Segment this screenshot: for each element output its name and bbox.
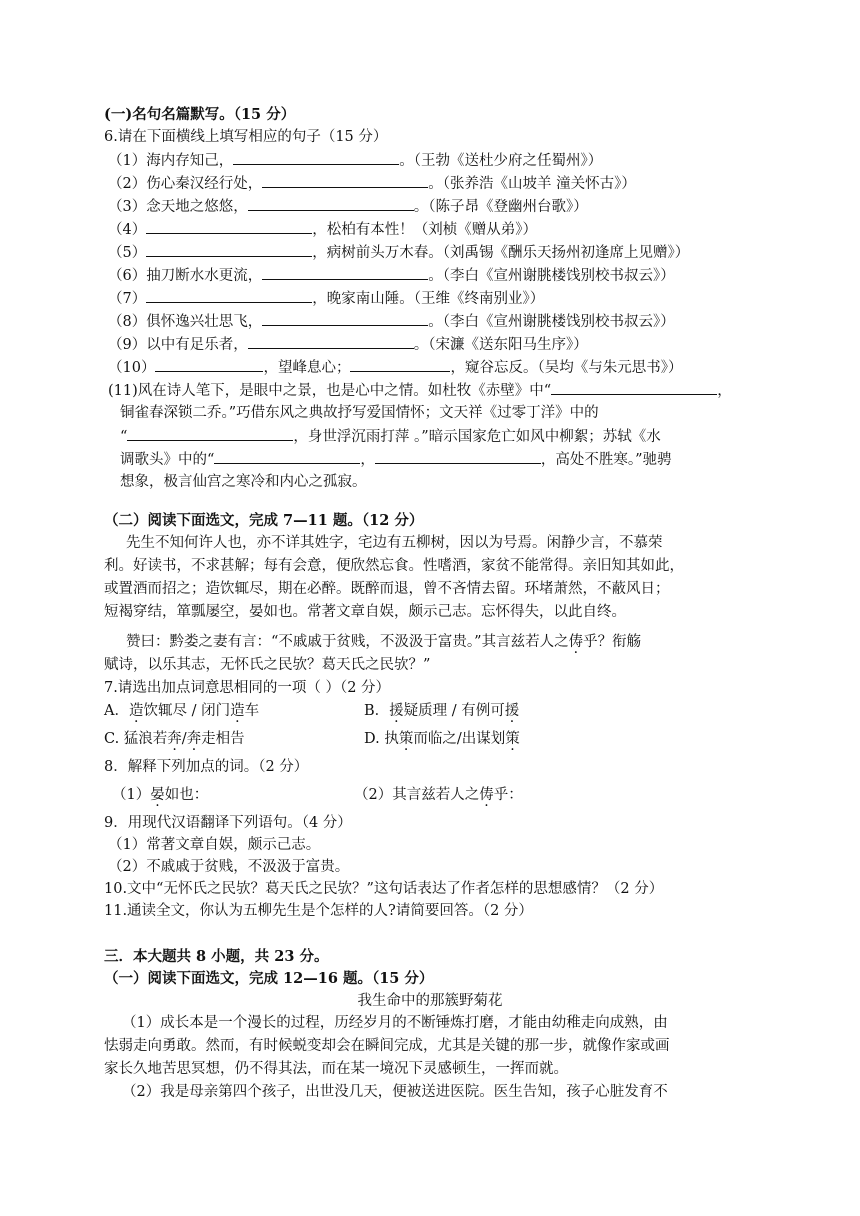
fill-item-7: （7） ，晚家南山陲。（王维《终南别业》）: [108, 287, 544, 310]
passage-line: 赋诗，以乐其志，无怀氏之民欤？葛天氏之民欤？”: [104, 657, 431, 673]
answer-blank[interactable]: [155, 356, 263, 372]
answer-blank[interactable]: [262, 310, 428, 326]
answer-blank[interactable]: [233, 149, 399, 165]
option-b[interactable]: B．援疑质理 / 有例可援: [364, 703, 520, 719]
question-9: 9．用现代汉语翻译下列语句。（4 分）: [104, 815, 352, 831]
essay-line: 家长久地苦思冥想，仍不得其法，而在某一境况下灵感顿生，一挥而就。: [104, 1061, 568, 1077]
question-6: 6.请在下面横线上填写相应的句子（15 分）: [104, 129, 388, 145]
passage-line: 赞曰：黔娄之妻有言：“不戚戚于贫贱，不汲汲于富贵。”其言兹若人之俦乎？衔觞: [126, 634, 642, 650]
fill-item-1: （1）海内存知己， 。（王勃《送杜少府之任蜀州》）: [108, 149, 602, 172]
question-11: 11.通读全文，你认为五柳先生是个怎样的人?请简要回答。（2 分）: [104, 903, 533, 919]
answer-blank[interactable]: [248, 333, 414, 349]
essay-title: 我生命中的那簇野菊花: [357, 993, 503, 1009]
passage-line: 先生不知何许人也，亦不详其姓字，宅边有五柳树，因以为号焉。闲静少言，不慕荣: [126, 535, 663, 551]
question-8: 8．解释下列加点的词。（2 分）: [104, 759, 309, 775]
answer-blank[interactable]: [262, 264, 428, 280]
fill-item-8: （8）俱怀逸兴壮思飞， 。（李白《宣州谢朓楼饯别校书叔云》）: [108, 310, 675, 333]
answer-blank[interactable]: [146, 287, 312, 303]
answer-blank[interactable]: [146, 241, 312, 257]
question-8-part2: （2）其言兹若人之俦乎：: [354, 787, 523, 803]
answer-blank[interactable]: [214, 448, 360, 464]
passage-line: 短褐穿结，箪瓢屡空，晏如也。常著文章自娱，颇示己志。忘怀得失，以此自终。: [104, 604, 626, 620]
fill-item-11-line1: (11)风在诗人笔下，是眼中之景，也是心中之情。如杜牧《赤壁》中“ ，: [108, 379, 732, 402]
question-8-part1: （1）晏如也：: [112, 787, 209, 803]
answer-blank[interactable]: [375, 448, 541, 464]
question-7: 7.请选出加点词意思相同的一项（ ）（2 分）: [104, 680, 391, 696]
passage-line: 或置酒而招之；造饮辄尽，期在必醉。既醉而退，曾不吝情去留。环堵萧然，不蔽风日；: [104, 581, 670, 597]
fill-item-10: （10） ，望峰息心； ，窥谷忘反。（吴均《与朱元思书》）: [108, 356, 682, 379]
fill-item-2: （2）伤心秦汉经行处， 。（张养浩《山坡羊 潼关怀古》）: [108, 172, 636, 195]
essay-line: 怯弱走向勇敢。然而，有时候蜕变却会在瞬间完成，尤其是关键的那一步，就像作家或画: [104, 1038, 670, 1054]
fill-item-11-line3: “ ，身世浮沉雨打萍 。”暗示国家危亡如风中柳絮；苏轼《水: [120, 425, 661, 448]
section2-title: （二）阅读下面选文，完成 7—11 题。（12 分）: [104, 512, 424, 529]
fill-item-11-line5: 想象，极言仙宫之寒冷和内心之孤寂。: [120, 474, 367, 490]
essay-line: （1）成长本是一个漫长的过程，历经岁月的不断锤炼打磨，才能由幼稚走向成熟，由: [122, 1015, 668, 1031]
answer-blank[interactable]: [262, 172, 428, 188]
fill-item-11-line2: 铜雀春深锁二乔。”巧借东风之典故抒写爱国情怀；文天祥《过零丁洋》中的: [120, 405, 599, 421]
option-a[interactable]: A．造饮辄尽 / 闭门造车: [104, 703, 260, 719]
option-d[interactable]: D. 执策而临之/出谋划策: [364, 731, 520, 747]
fill-item-11-line4: 调歌头》中的“ ， ，高处不胜寒。”驰骋: [120, 448, 672, 471]
fill-item-9: （9）以中有足乐者， 。（宋濂《送东阳马生序》）: [108, 333, 588, 356]
fill-item-6: （6）抽刀断水水更流， 。（李白《宣州谢朓楼饯别校书叔云》）: [108, 264, 675, 287]
answer-blank[interactable]: [248, 195, 414, 211]
section1-title: (一)名句名篇默写。（15 分）: [104, 106, 296, 123]
question-9-part2: （2）不戚戚于贫贱，不汲汲于富贵。: [108, 859, 350, 875]
fill-item-5: （5） ，病树前头万木春。（刘禹锡《酬乐天扬州初逢席上见赠》）: [108, 241, 689, 264]
question-10: 10.文中“无怀氏之民欤？葛天氏之民欤？”这句话表达了作者怎样的思想感情？（2 分）: [104, 881, 664, 897]
fill-item-3: （3）念天地之悠悠， 。（陈子昂《登幽州台歌》）: [108, 195, 588, 218]
section3-title: 三．本大题共 8 小题，共 23 分。: [104, 948, 329, 965]
essay-line: （2）我是母亲第四个孩子，出世没几天，便被送进医院。医生告知，孩子心脏发育不: [122, 1084, 668, 1100]
answer-blank[interactable]: [350, 356, 450, 372]
question-9-part1: （1）常著文章自娱，颇示己志。: [108, 837, 321, 853]
section3-subtitle: （一）阅读下面选文，完成 12—16 题。（15 分）: [104, 970, 434, 987]
answer-blank[interactable]: [146, 218, 312, 234]
answer-blank[interactable]: [127, 425, 293, 441]
option-c[interactable]: C. 猛浪若奔/奔走相告: [104, 731, 245, 747]
answer-blank[interactable]: [551, 379, 717, 395]
fill-item-4: （4） ，松柏有本性！（刘桢《赠从弟》）: [108, 218, 537, 241]
passage-line: 利。好读书，不求甚解；每有会意，便欣然忘食。性嗜酒，家贫不能常得。亲旧知其如此，: [104, 558, 684, 574]
